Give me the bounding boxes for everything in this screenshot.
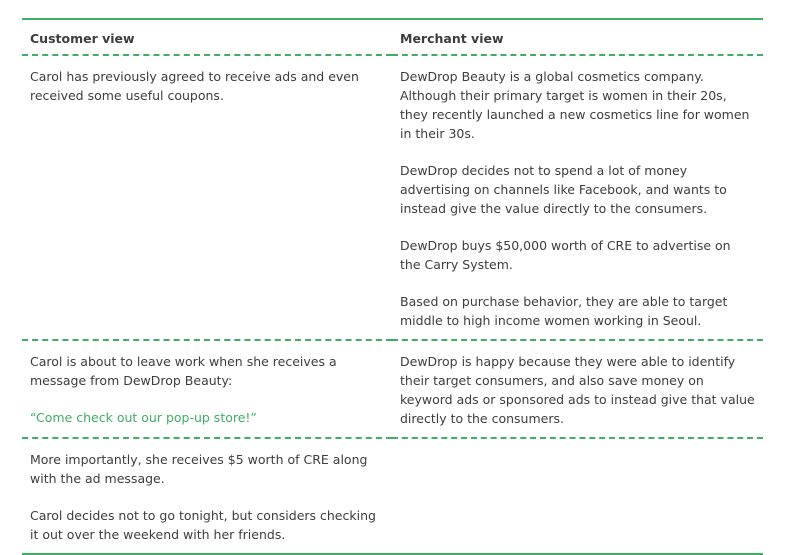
- paragraph: Carol decides not to go tonight, but considers checking it out over the weekend with her friends.: [30, 508, 376, 542]
- paragraph: DewDrop Beauty is a global cosmetics company. Although their primary target is women in their 20s, they recently launched a new cosmetics line for women in their 30s.: [400, 69, 750, 141]
- paragraph: DewDrop buys $50,000 worth of CRE to advertise on the Carry System.: [400, 238, 731, 272]
- merchant-cell: [392, 438, 763, 554]
- customer-cell: [22, 438, 392, 554]
- paragraph: Carol has previously agreed to receive ads and even received some useful coupons.: [30, 69, 359, 103]
- merchant-view-header: Merchant view: [392, 19, 763, 55]
- scenario-table: [22, 18, 763, 555]
- customer-view-header: Customer view: [22, 19, 392, 55]
- table-body: [22, 55, 763, 554]
- paragraph: More importantly, she receives $5 worth of CRE along with the ad message.: [30, 452, 368, 486]
- table-row: [22, 438, 763, 554]
- ad-message-quote: “Come check out our pop-up store!”: [30, 410, 257, 425]
- paragraph: DewDrop decides not to spend a lot of money advertising on channels like Facebook, and wants to instead give the value directly to the consumers.: [400, 163, 727, 216]
- paragraph: Carol is about to leave work when she receives a message from DewDrop Beauty:: [30, 354, 337, 388]
- header-row: [22, 19, 763, 55]
- customer-cell: [22, 55, 392, 340]
- table-row: [22, 55, 763, 340]
- merchant-cell: [392, 340, 763, 438]
- table-row: [22, 340, 763, 438]
- table-header: [22, 19, 763, 55]
- paragraph: DewDrop is happy because they were able to identify their target consumers, and also save money on keyword ads or sponsored ads to instead give that value directly to the consumers.: [400, 354, 755, 426]
- paragraph: Based on purchase behavior, they are able to target middle to high income women working in Seoul.: [400, 294, 728, 328]
- merchant-cell: [392, 55, 763, 340]
- customer-cell: [22, 340, 392, 438]
